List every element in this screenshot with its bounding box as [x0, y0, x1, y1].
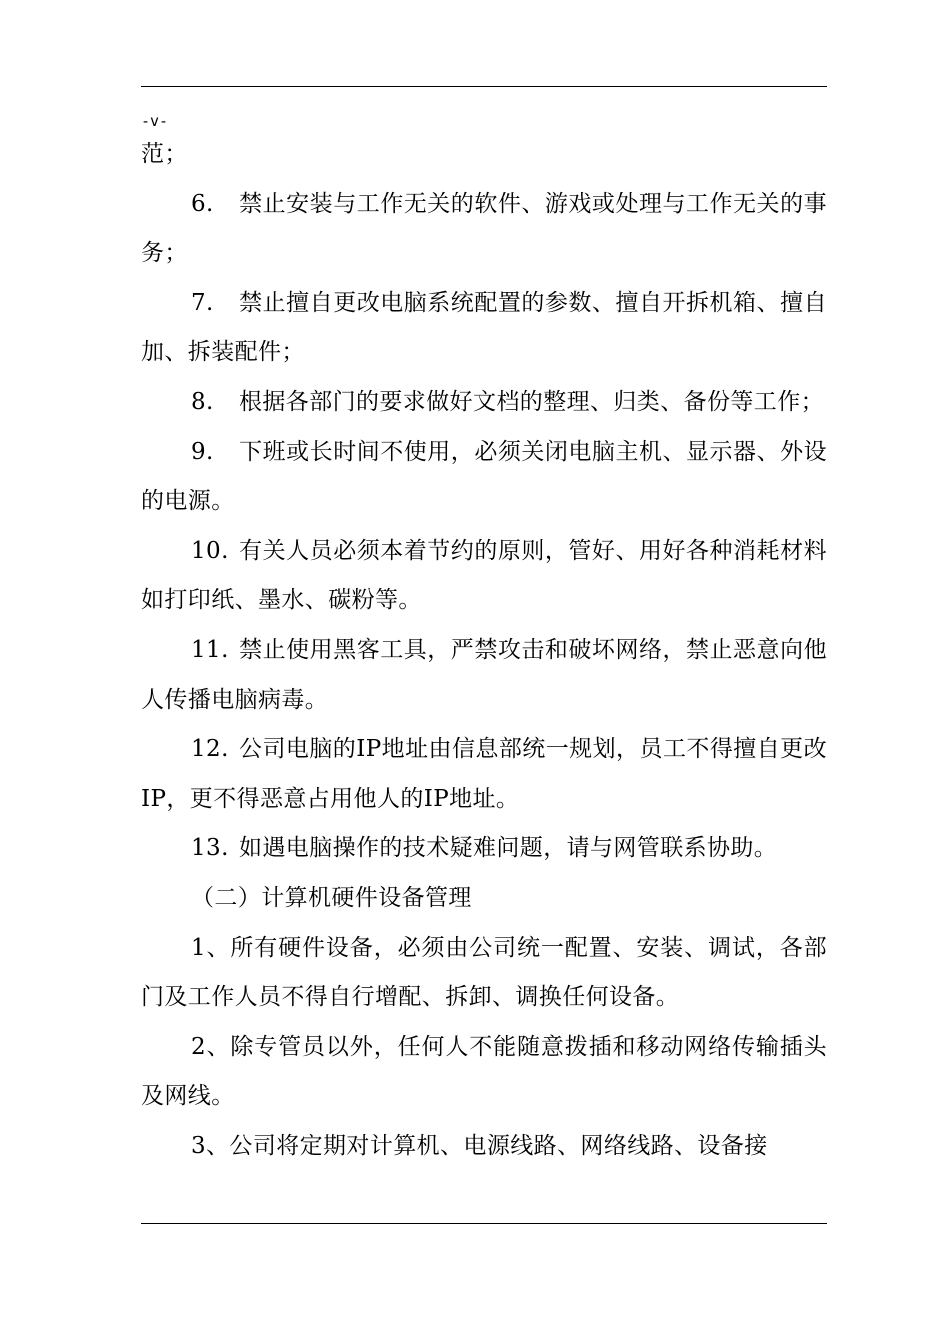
list-number: 10. — [191, 537, 229, 564]
list-item-9 — [141, 428, 827, 527]
list-item-8 — [141, 378, 827, 428]
header-rule — [141, 86, 827, 87]
list-item-7 — [141, 279, 827, 378]
list-number: 13. — [191, 835, 229, 862]
paragraph-text: 根据各部门的要求做好文档的整理、归类、备份等工作； — [239, 388, 824, 415]
paragraph-text: 范； — [141, 141, 188, 167]
paragraph-text: 有关人员必须本着节约的原则，管好、用好各种消耗材料如打印纸、墨水、碳粉等。 — [141, 537, 827, 614]
hardware-item-3 — [141, 1122, 827, 1172]
paragraph-text: 2、除专管员以外，任何人不能随意拨插和移动网络传输插头及网线。 — [141, 1033, 827, 1110]
list-number: 8. — [191, 388, 214, 415]
footer-rule — [141, 1223, 827, 1224]
page-marker: -v- — [141, 112, 169, 130]
paragraph-text: 禁止安装与工作无关的软件、游戏或处理与工作无关的事务； — [141, 190, 827, 267]
paragraph-text: 1、所有硬件设备，必须由公司统一配置、安装、调试，各部门及工作人员不得自行增配、拆卸、调换任何设备。 — [141, 934, 827, 1011]
list-item-10 — [141, 527, 827, 626]
hardware-item-1 — [141, 924, 827, 1023]
list-item-12 — [141, 725, 827, 824]
paragraph-text: 公司电脑的IP地址由信息部统一规划，员工不得擅自更改IP，更不得恶意占用他人的IP地址。 — [141, 736, 827, 812]
paragraph-text: 禁止擅自更改电脑系统配置的参数、擅自开拆机箱、擅自加、拆装配件； — [141, 289, 827, 366]
list-item-6 — [141, 180, 827, 279]
document-body — [141, 130, 827, 1171]
paragraph-text: 禁止使用黑客工具，严禁攻击和破坏网络，禁止恶意向他人传播电脑病毒。 — [141, 636, 827, 713]
paragraph-text: 下班或长时间不使用，必须关闭电脑主机、显示器、外设的电源。 — [141, 438, 827, 515]
hardware-item-2 — [141, 1023, 827, 1122]
paragraph-text: 如遇电脑操作的技术疑难问题，请与网管联系协助。 — [239, 835, 778, 862]
list-number: 11. — [191, 636, 229, 663]
list-item-13 — [141, 824, 827, 874]
list-number: 9. — [191, 438, 214, 465]
list-number: 7. — [191, 289, 214, 316]
section-heading-text: （二）计算机硬件设备管理 — [191, 884, 472, 911]
list-number: 6. — [191, 190, 214, 217]
paragraph-text: 3、公司将定期对计算机、电源线路、网络线路、设备接 — [191, 1132, 768, 1159]
section-heading — [141, 874, 827, 924]
list-number: 12. — [191, 736, 229, 763]
paragraph-continuation — [141, 130, 827, 180]
list-item-11 — [141, 626, 827, 725]
